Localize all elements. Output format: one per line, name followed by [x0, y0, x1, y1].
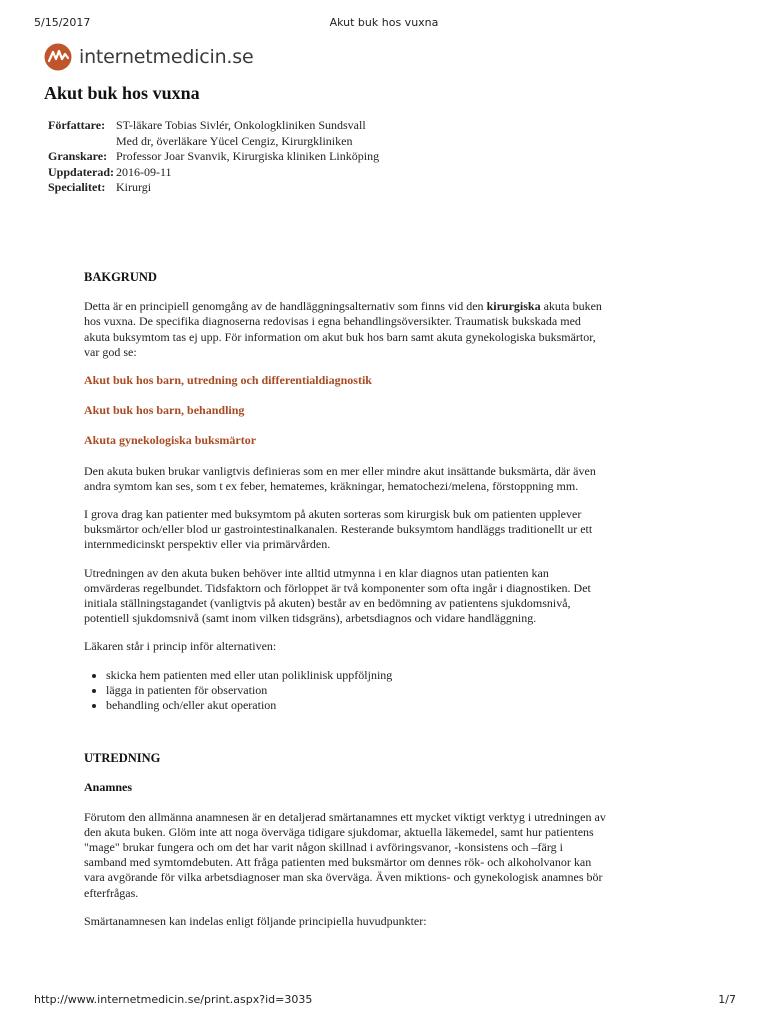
subheading-anamnes: Anamnes	[84, 780, 133, 795]
meta-line: ST-läkare Tobias Sivlér, Onkologkliniken Sundsvall	[116, 118, 366, 132]
link-gynekologiska-buksmartor[interactable]: Akuta gynekologiska buksmärtor	[84, 433, 257, 448]
meta-value: Kirurgi	[116, 180, 152, 194]
paragraph: Läkaren står i princip inför alternativen:	[84, 639, 277, 654]
page-title: Akut buk hos vuxna	[44, 83, 200, 103]
meta-row-authors	[48, 118, 379, 149]
paragraph: I grova drag kan patienter med buksymtom på akuten sorteras som kirurgisk buk om patienten upplever buksmärtor och/eller blod ur gastrointestinalkanalen. Resterande buksymtom handläggs traditionellt ur ett internmedicinskt perspektiv eller via primärvården.	[84, 507, 593, 552]
section-heading-bakgrund: BAKGRUND	[84, 270, 157, 284]
print-header-title: Akut buk hos vuxna	[329, 16, 439, 29]
article-meta	[48, 118, 379, 196]
list-item: • skicka hem patienten med eller utan poliklinisk uppföljning	[106, 668, 606, 683]
text-span: akuta buken hos vuxna. De specifika diagnoserna redovisas i egna behandlingsöversikter. Traumatisk bukskada med akuta buksymtom tas ej upp. För information om akut buk hos barn samt akuta gynekologiska buksmärtor, var god se:	[84, 299, 602, 359]
meta-line: Med dr, överläkare Yücel Cengiz, Kirurgkliniken	[116, 133, 353, 148]
list-item: • lägga in patienten för observation	[106, 683, 606, 698]
internetmedicin-logo-icon	[44, 43, 72, 71]
paragraph: Utredningen av den akuta buken behöver inte alltid utmynna i en klar diagnos utan patienten kan omvärderas regelbundet. Tidsfaktorn och förloppet är två komponenter som ofta ingår i diagnostiken. Det initiala ställningstagandet (vanligtvis på akuten) består av en bedömning av patientens sjukdomsnivå, potentiell sjukdomsnivå (samt inom vilken tidsgräns), arbetsdiagnos och vidare handläggning.	[84, 565, 591, 626]
meta-label: Granskare:	[48, 149, 108, 163]
list-item: • behandling och/eller akut operation	[106, 698, 606, 713]
link-akut-buk-barn-utredning[interactable]: Akut buk hos barn, utredning och differentialdiagnostik	[84, 373, 372, 388]
paragraph: Smärtanamnesen kan indelas enligt följande principiella huvudpunkter:	[84, 913, 427, 928]
link-akut-buk-barn-behandling[interactable]: Akut buk hos barn, behandling	[84, 403, 245, 418]
meta-row-reviewer	[48, 149, 379, 165]
logo-text: internetmedicin.se	[79, 46, 254, 68]
meta-label: Uppdaterad:	[48, 164, 115, 179]
section-heading-utredning: UTREDNING	[84, 751, 161, 766]
article-body	[84, 270, 606, 942]
alternatives-list	[84, 668, 606, 714]
text-span: Detta är en principiell genomgång av de handläggningsalternativ som finns vid den	[84, 299, 487, 314]
paragraph: Förutom den allmänna anamnesen är en detaljerad smärtanamnes ett mycket viktigt verktyg i utredningen av den akuta buken. Glöm inte att noga överväga tidigare sjukdomar, aktuella läkemedel, samt hur patientens "mage" brukar fungera och om det har varit någon skillnad i avföringsvanor, -konsistens och –färg i samband med symtomdebuten. Att fråga patienten med buksmärtor om dennes rök- och alkoholvanor kan vara avgörande för vilka arbetsdiagnoser man ska överväga. Även miktions- och gynekologisk anamnes bör efterfrågas.	[84, 809, 606, 900]
meta-label: Specialitet:	[48, 180, 106, 194]
print-date: 5/15/2017	[34, 16, 91, 29]
page-number: 1/7	[718, 993, 736, 1006]
meta-value: Professor Joar Svanvik, Kirurgiska kliniken Linköping	[116, 149, 380, 163]
paragraph	[84, 299, 606, 360]
bold-text: kirurgiska	[486, 299, 541, 314]
paragraph: Den akuta buken brukar vanligtvis definieras som en mer eller mindre akut insättande buksmärta, där även andra symtom kan ses, som t ex feber, hematemes, kräkningar, hematochezi/melena, förstoppning mm.	[84, 463, 596, 493]
meta-value: 2016-09-11	[116, 164, 172, 179]
meta-row-specialty	[48, 180, 379, 196]
site-logo[interactable]	[44, 42, 253, 72]
print-url: http://www.internetmedicin.se/print.aspx?id=3035	[34, 993, 313, 1006]
meta-row-updated	[48, 165, 379, 181]
meta-value	[116, 118, 379, 149]
meta-label: Författare:	[48, 118, 106, 132]
